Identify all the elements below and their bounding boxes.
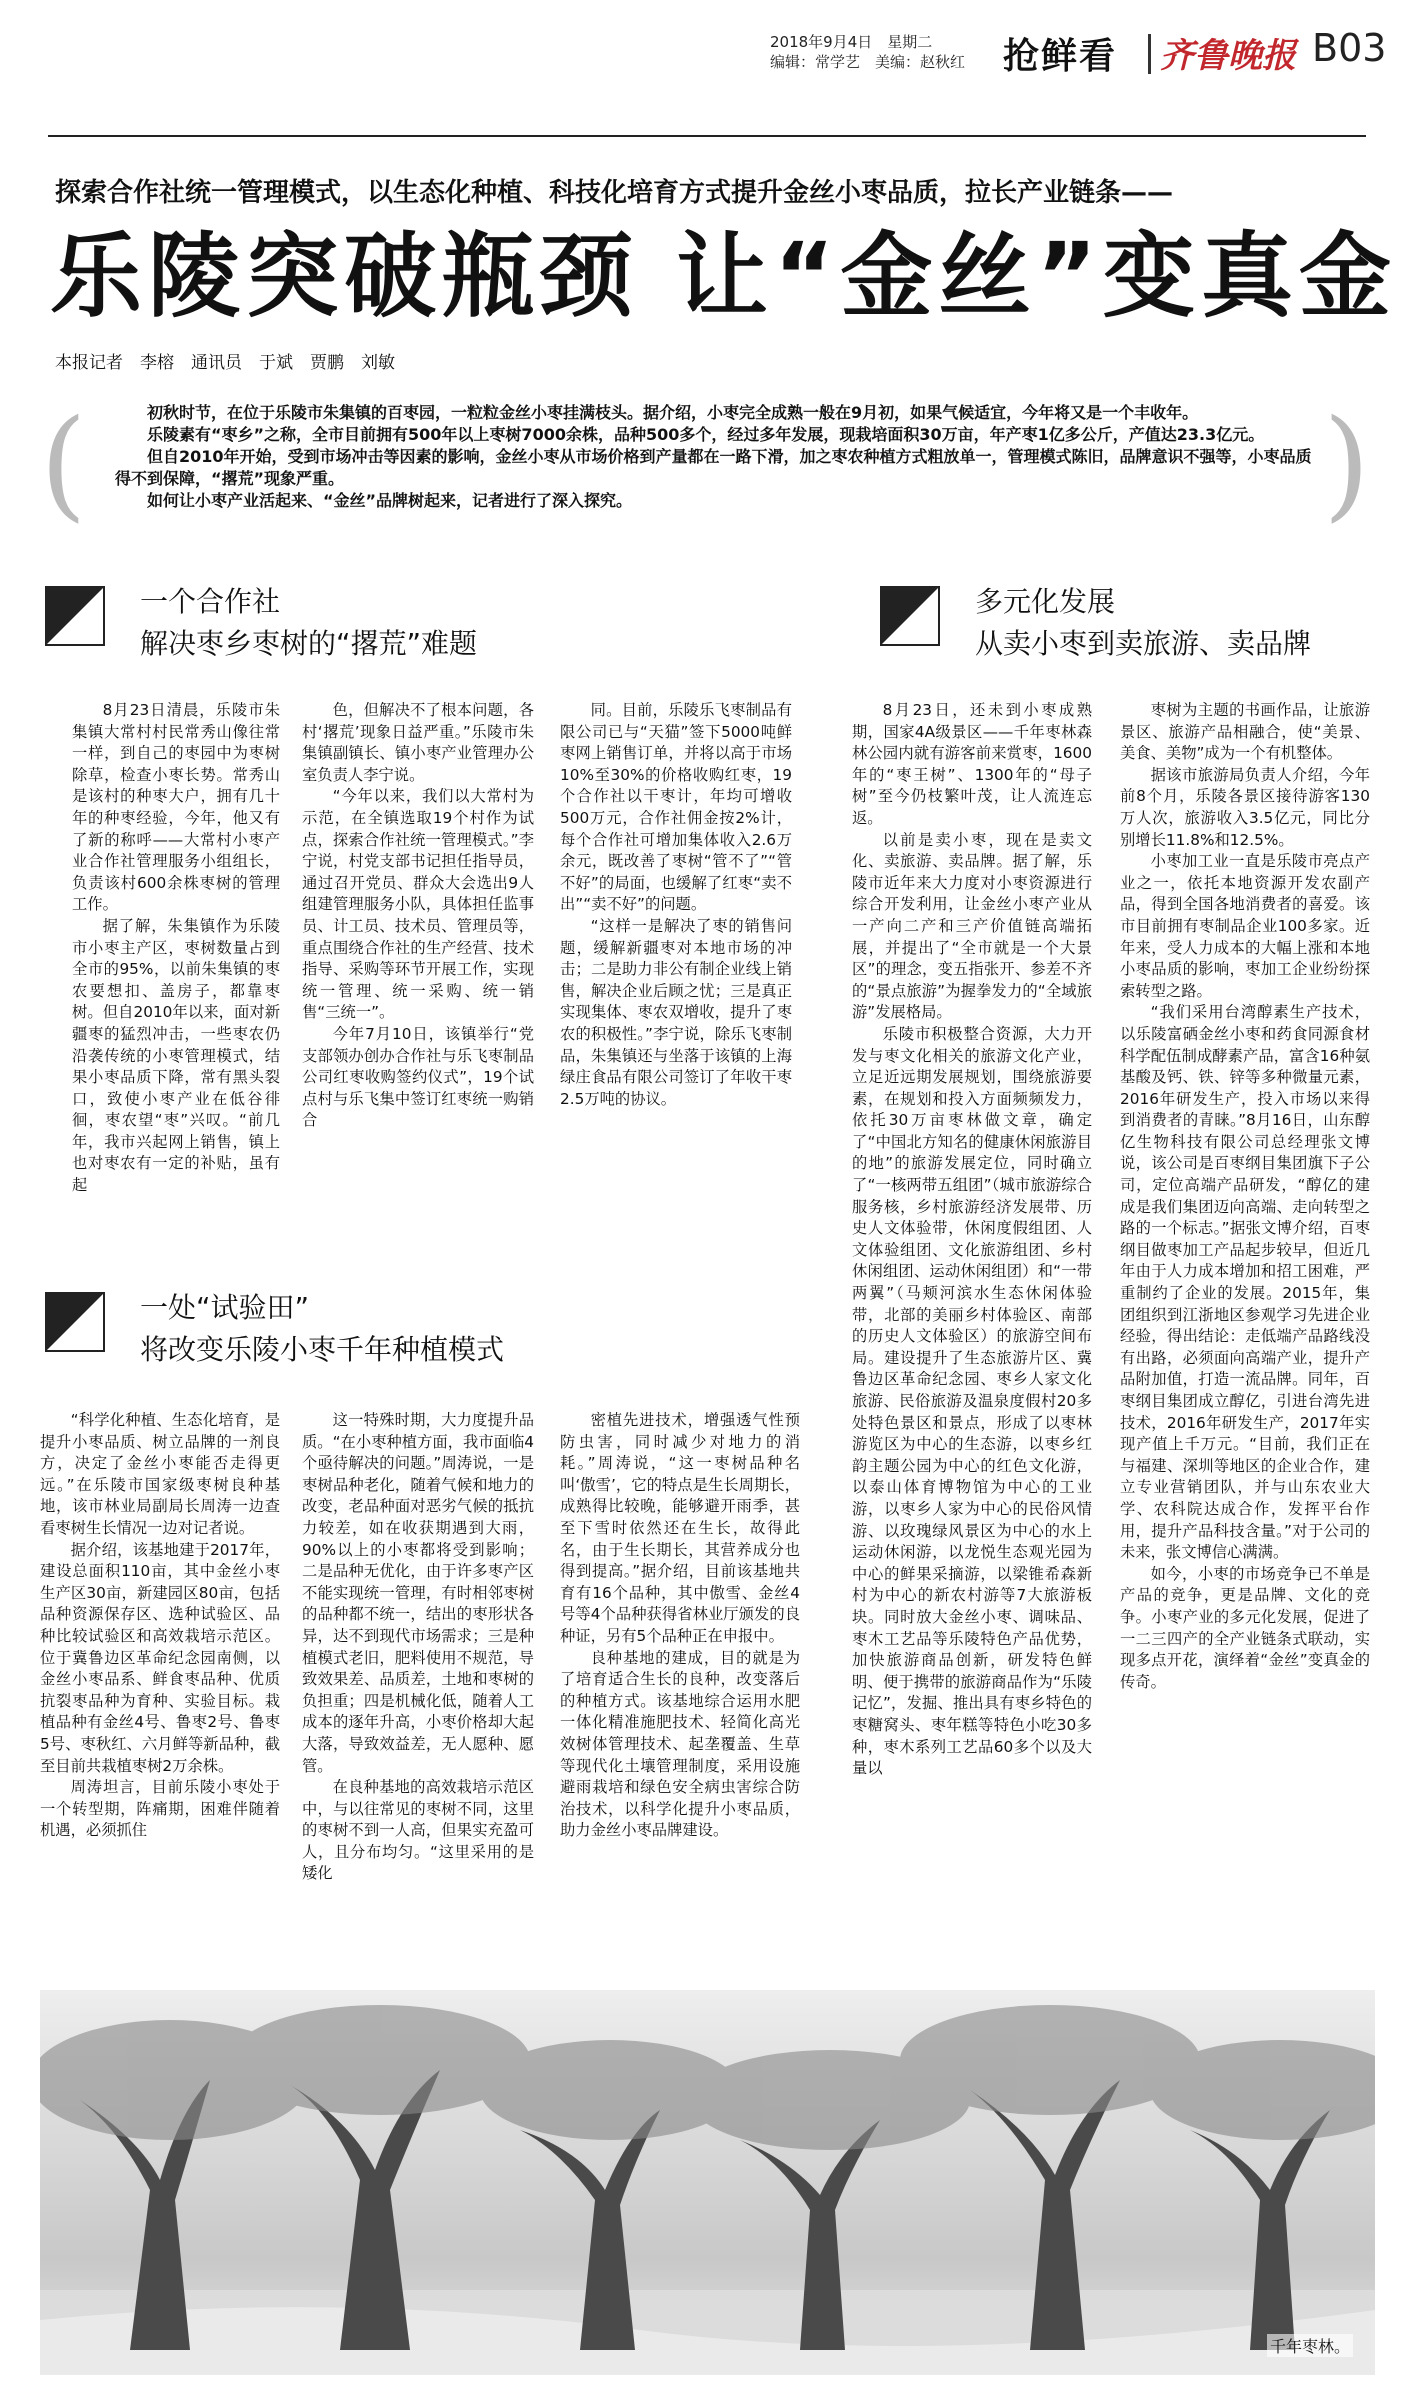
paragraph: 良种基地的建成，目的就是为了培育适合生长的良种，改变落后的种植方式。该基地综合运用水肥一体化精准施肥技术、轻简化高光效树体管理技术、起垄覆盖、生草等现代化土壤管理制度，采用设施避雨栽培和绿色安全病虫害综合防治技术，以科学化提升小枣品质，助力金丝小枣品牌建设。 [560,1648,800,1840]
section-title: 一个合作社 [140,585,281,618]
paragraph: 这一特殊时期，大力度提升品质。“在小枣种植方面，我市面临4个亟待解决的问题。”周涛说，一是枣树品种老化，随着气候和地力的改变，老品种面对恶劣气候的抵抗力较差，如在收获期遇到大雨，90%以上的小枣都将受到影响；二是品种无优化，由于许多枣产区不能实现统一管理，有时相邻枣树的品种都不统一，结出的枣形状各异，达不到现代市场需求；三是种植模式老旧，肥料使用不规范，导致效果差、品质差，土地和枣树的负担重；四是机械化低，随着人工成本的逐年升高，小枣价格却大起大落，导致效益差，无人愿种、愿管。 [302,1411,534,1775]
paragraph: “我们采用台湾醇素生产技术，以乐陵富硒金丝小枣和药食同源食材科学配伍制成酵素产品，富含16种氨基酸及钙、铁、锌等多种微量元素，2016年研发生产，投入市场以来得到消费者的青睐。”8月16日，山东醇亿生物科技有限公司总经理张文博说，该公司是百枣纲目集团旗下子公司，定位高端产品研发，“醇亿的建成是我们集团迈向高端、走向转型之路的一个标志。”据张文博介绍，百枣纲目做枣加工产品起步较早，但近几年由于人力成本增加和招工困难，严重制约了企业的发展。2015年，集团组织到江浙地区参观学习先进企业经验，得出结论：走低端产品路线没有出路，必须面向高端产业，提升产品附加值，打造一流品牌。同年，百枣纲目集团成立醇亿，引进台湾先进技术，2016年研发生产，2017年实现产值上千万元。“目前，我们正在与福建、深圳等地区的企业合作，建立专业营销团队，并与山东农业大学、农科院达成合作，发挥平台作用，提升产品科技含量。”对于公司的未来，张文博信心满满。 [1120,1003,1370,1562]
header-rule [48,135,1366,137]
editor-line: 编辑：常学艺 美编：赵秋红 [770,53,966,71]
lead-box [40,395,1370,534]
header-divider [1148,34,1151,74]
article-column [40,1410,280,1972]
paragraph: 以前是卖小枣，现在是卖文化、卖旅游、卖品牌。据了解，乐陵市近年来大力度对小枣资源进行综合开发利用，让金丝小枣产业从一产向二产和三产价值链高端拓展，并提出了“全市就是一个大景区”的理念，变五指张开、参差不齐的“景点旅游”为握拳发力的“全域旅游”发展格局。 [852,830,1092,1022]
paragraph: 小枣加工业一直是乐陵市亮点产业之一，依托本地资源开发农副产品，得到全国各地消费者的喜爱。该市目前拥有枣制品企业100多家。近年来，受人力成本的大幅上涨和本地小枣品质的影响，枣加工企业纷纷探索转型之路。 [1120,852,1370,1000]
section-name: 抢鲜看 [1003,36,1118,77]
paragraph: 色，但解决不了根本问题，各村‘撂荒’现象日益严重。”乐陵市朱集镇副镇长、镇小枣产业管理办公室负责人李宁说。 [302,701,534,784]
article-column [560,1410,800,1972]
article-column [302,700,534,1270]
paragraph: “这样一是解决了枣的销售问题，缓解新疆枣对本地市场的冲击；二是助力非公有制企业线上销售，解决企业后顾之忧；三是真正实现集体、枣农双增收，提升了枣农的积极性。”李宁说，除乐飞枣制品，朱集镇还与坐落于该镇的上海绿庄食品有限公司签订了年收干枣2.5万吨的协议。 [560,916,792,1108]
paragraph: 枣树为主题的书画作品，让旅游景区、旅游产品相融合，使“美景、美食、美物”成为一个有机整体。 [1120,701,1370,763]
article-column [302,1410,534,1972]
jujube-forest-photo [40,1990,1375,2375]
headline: 乐陵突破瓶颈 让“金丝”变真金 [50,223,1397,330]
date-line: 2018年9月4日 星期二 [770,33,933,51]
right-bracket: ) [1323,395,1370,534]
paragraph: “今年以来，我们以大常村为示范，在全镇选取19个村作为试点，探索合作社统一管理模式。”李宁说，村党支部书记担任指导员，通过召开党员、群众大会选出9人组建管理服务小队，具体担任监事员、计工员、技术员、管理员等，重点围绕合作社的生产经营、技术指导、采购等环节开展工作，实现统一管理、统一采购、统一销售“三统一”。 [302,787,534,1022]
section-title: 一处“试验田” [140,1291,310,1324]
section-subtitle: 从卖小枣到卖旅游、卖品牌 [975,627,1312,660]
paragraph: “科学化种植、生态化培育，是提升小枣品质、树立品牌的一剂良方，决定了金丝小枣能否走得更远。”在乐陵市国家级枣树良种基地，该市林业局副局长周涛一边查看枣树生长情况一边对记者说。 [40,1411,280,1537]
lead-text [115,402,1315,512]
lead-para: 但自2010年开始，受到市场冲击等因素的影响，金丝小枣从市场价格到产量都在一路下滑，加之枣农种植方式粗放单一，管理模式陈旧，品牌意识不强等，小枣品质得不到保障，“撂荒”现象严重。 [115,447,1312,488]
section-head-1 [45,580,605,700]
byline: 本报记者 李榕 通讯员 于斌 贾鹏 刘敏 [55,353,395,373]
photo-caption: 千年枣林。 [1267,2334,1353,2357]
paragraph: 同。目前，乐陵乐飞枣制品有限公司已与“天猫”签下5000吨鲜枣网上销售订单，并将以高于市场10%至30%的价格收购红枣，19个合作社以干枣计，年均可增收500万元，合作社佣金按2%计，每个合作社可增加集体收入2.6万余元，既改善了枣树“管不了”“管不好”的局面，也缓解了红枣“卖不出”“卖不好”的问题。 [560,701,792,914]
lead-para: 如何让小枣产业活起来、“金丝”品牌树起来，记者进行了深入探究。 [147,491,633,510]
article-column [1120,700,1370,1972]
page-header [0,22,1413,82]
section-subtitle: 将改变乐陵小枣千年种植模式 [140,1333,505,1366]
header-meta [770,32,965,72]
lead-para: 初秋时节，在位于乐陵市朱集镇的百枣园，一粒粒金丝小枣挂满枝头。据介绍，小枣完全成熟一般在9月初，如果气候适宜，今年将又是一个丰收年。 [147,403,1199,422]
paragraph: 8月23日，还未到小枣成熟期，国家4A级景区——千年枣林森林公园内就有游客前来赏枣，1600年的“枣王树”、1300年的“母子树”至今仍枝繁叶茂，让人流连忘返。 [852,701,1092,827]
paragraph: 8月23日清晨，乐陵市朱集镇大常村村民常秀山像往常一样，到自己的枣园中为枣树除草，检查小枣长势。常秀山是该村的种枣大户，拥有几十年的种枣经验，今年，他又有了新的称呼——大常村小枣产业合作社管理服务小组组长，负责该村600余株枣树的管理工作。 [72,701,280,914]
paragraph: 今年7月10日，该镇举行“党支部领办创办合作社与乐飞枣制品公司红枣收购签约仪式”，19个试点村与乐飞集中签订红枣统一购销合 [302,1024,534,1130]
paragraph: 据了解，朱集镇作为乐陵市小枣主产区，枣树数量占到全市的95%，以前朱集镇的枣农要想扣、盖房子，都靠枣树。但自2010年以来，面对新疆枣的猛烈冲击，一些枣农仍沿袭传统的小枣管理模式，结果小枣品质下降，常有黑头裂口，致使小枣产业在低谷徘徊，枣农望“枣”兴叹。“前几年，我市兴起网上销售，镇上也对枣农有一定的补贴，虽有起 [72,916,280,1195]
section-subtitle: 解决枣乡枣树的“撂荒”难题 [140,627,478,660]
section-title: 多元化发展 [975,585,1116,618]
paragraph: 据该市旅游局负责人介绍，今年前8个月，乐陵各景区接待游客130万人次，旅游收入3.5亿元，同比分别增长11.8%和12.5%。 [1120,765,1370,849]
tree-illustration [40,1990,1375,2375]
section-head-2 [880,580,1380,700]
article-column [852,700,1092,1972]
paragraph: 据介绍，该基地建于2017年，建设总面积110亩，其中金丝小枣生产区30亩，新建园区80亩，包括品种资源保存区、选种试验区、品种比较试验区和高效栽培示范区。位于冀鲁边区革命纪念园南侧，以金丝小枣品系、鲜食枣品种、优质抗裂枣品种为育种、实验目标。栽植品种有金丝4号、鲁枣2号、鲁枣5号、枣秋红、六月鲜等新品种，截至目前共栽植枣树2万余株。 [40,1540,280,1775]
paragraph: 密植先进技术，增强透气性预防虫害，同时减少对地力的消耗。”周涛说，“这一枣树品种名叫‘傲雪’，它的特点是生长周期长，成熟得比较晚，能够避开雨季，甚至下雪时依然还在生长，故得此名，由于生长期长，其营养成分也得到提高。”据介绍，目前该基地共育有16个品种，其中傲雪、金丝4号等4个品种获得省林业厅颁发的良种证，另有5个品种正在申报中。 [560,1411,800,1645]
paragraph: 周涛坦言，目前乐陵小枣处于一个转型期，阵痛期，困难伴随着机遇，必须抓住 [40,1778,280,1840]
paper-logo: 齐鲁晚报 [1160,36,1296,76]
paragraph: 如今，小枣的市场竞争已不单是产品的竞争，更是品牌、文化的竞争。小枣产业的多元化发展，促进了一二三四产的全产业链条式联动，实现多点开花，演绎着“金丝”变真金的传奇。 [1120,1564,1370,1691]
kicker: 探索合作社统一管理模式，以生态化种植、科技化培育方式提升金丝小枣品质，拉长产业链条—— [55,178,1174,208]
left-bracket: ( [40,395,87,534]
page-number: B03 [1312,26,1387,70]
lead-para: 乐陵素有“枣乡”之称，全市目前拥有500年以上枣树7000余株，品种500多个，经过多年发展，现栽培面积30万亩，年产枣1亿多公斤，产值达23.3亿元。 [147,425,1265,444]
article-column [560,700,792,1270]
section-head-3 [45,1286,605,1406]
article-column [72,700,280,1270]
paragraph: 在良种基地的高效栽培示范区中，与以往常见的枣树不同，这里的枣树不到一人高，但果实充盈可人，且分布均匀。“这里采用的是矮化 [302,1778,534,1883]
paragraph: 乐陵市积极整合资源，大力开发与枣文化相关的旅游文化产业，立足近远期发展规划，围绕旅游要素，在规划和投入方面频频发力，依托30万亩枣林做文章，确定了“中国北方知名的健康休闲旅游目的地”的旅游发展定位，同时确立了“一核两带五组团”（城市旅游综合服务核，乡村旅游经济发展带、历史人文体验带，休闲度假组团、人文体验组团、文化旅游组团、乡村休闲组团、运动休闲组团）和“一带两翼”（马颊河滨水生态休闲体验带，北部的美丽乡村体验区、南部的历史人文体验区）的旅游空间布局。建设提升了生态旅游片区、冀鲁边区革命纪念园、枣乡人家文化旅游、民俗旅游及温泉度假村20多处特色景区和景点，形成了以枣林游览区为中心的生态游，以枣乡红韵主题公园为中心的红色文化游，以泰山体育博物馆为中心的工业游，以枣乡人家为中心的民俗风情游、以玫瑰绿风景区为中心的水上运动休闲游，以龙悦生态观光园为中心的鲜果采摘游，以梁锥希森新村为中心的新农村游等7大旅游板块。同时放大金丝小枣、调味品、枣木工艺品等乐陵特色产品优势，加快旅游商品创新，研发特色鲜明、便于携带的旅游商品作为“乐陵记忆”，发掘、推出具有枣乡特色的枣糖窝头、枣年糕等特色小吃30多种，枣木系列工艺品60多个以及大量以 [852,1024,1092,1778]
